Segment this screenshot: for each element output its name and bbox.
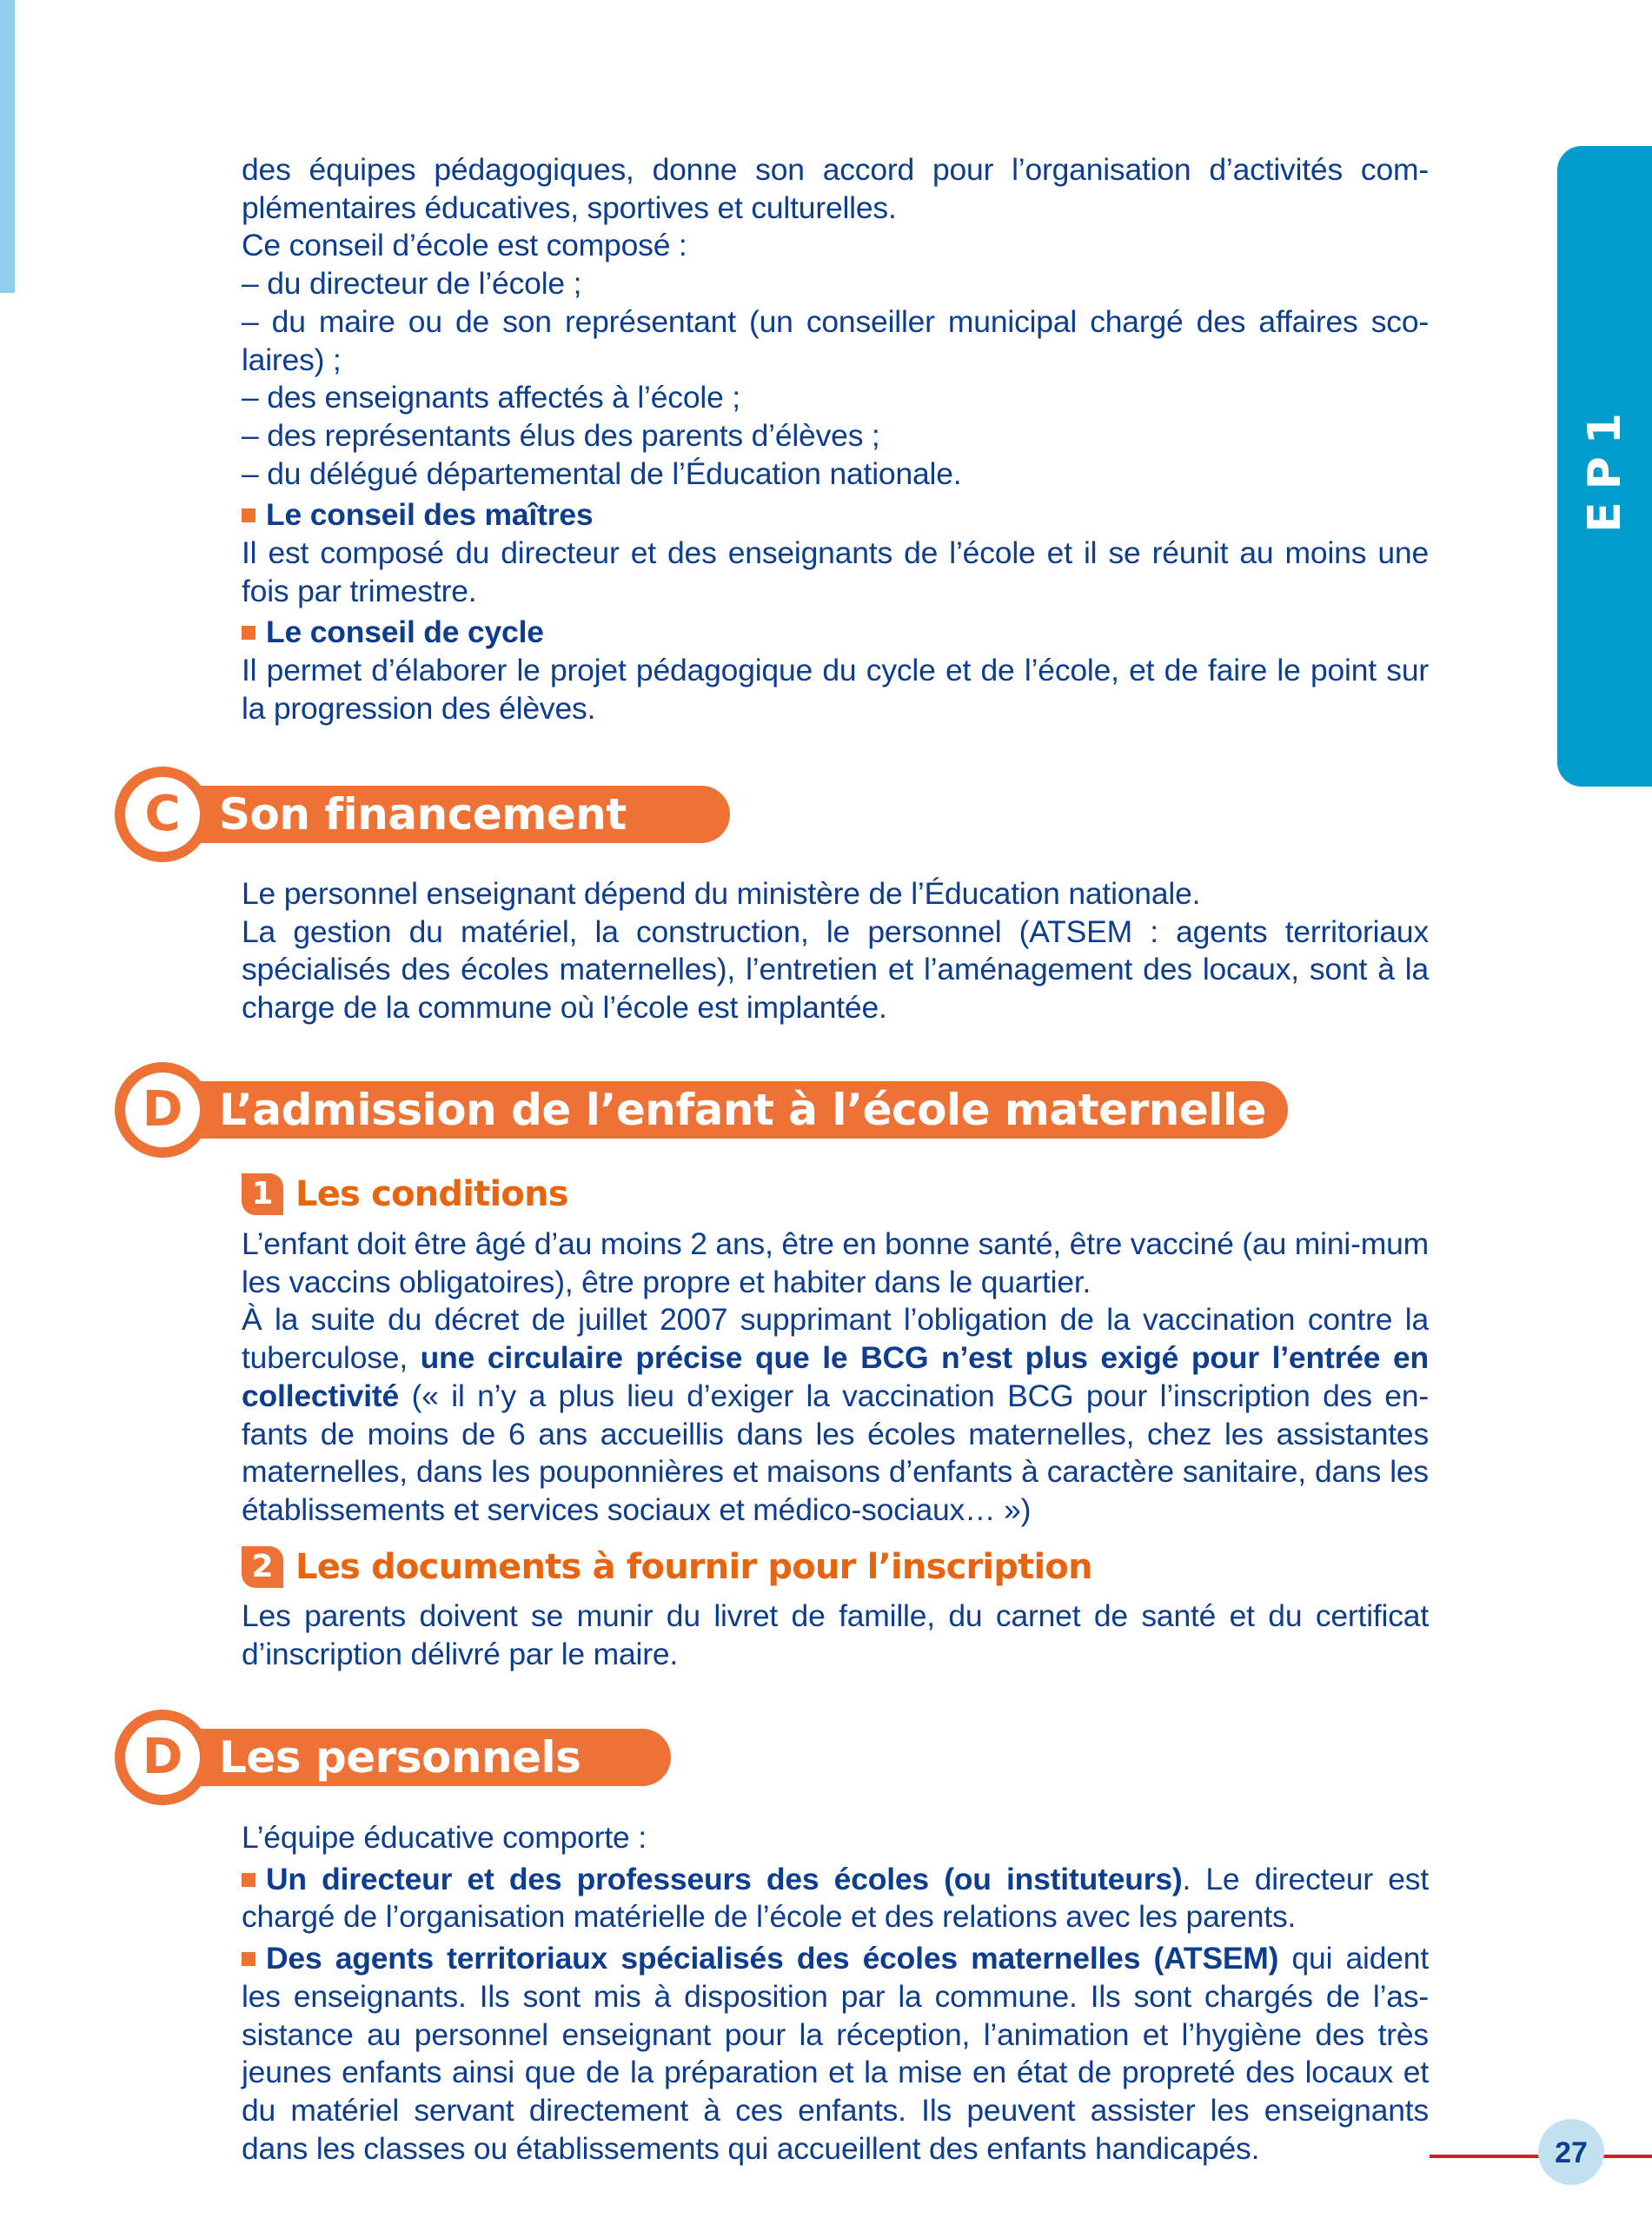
intro-line: – des enseignants affectés à l’école ; [242,380,740,415]
list-item: Un directeur et des professeurs des écoles (ou instituteurs). Le directeur est chargé de l’organisation matérielle de l’école et des relations avec les parents. [242,1861,1429,1935]
personnels-body [242,1819,1429,2168]
left-color-strip [0,0,15,293]
conseil-maitres-heading: Le conseil des maîtres [242,496,1429,535]
intro-line: Ce conseil d’école est composé : [242,228,687,263]
paragraph: L’équipe éducative comporte : [242,1820,647,1855]
section-title: L’admission de l’enfant à l’école maternelle [184,1081,1288,1139]
section-letter-badge: D [115,1062,210,1158]
bold-emphasis: une circulaire précise que le BCG n’est plus exigé pour l’entrée en collectivité [242,1340,1429,1413]
intro-block [242,151,1429,728]
paragraph: L’enfant doit être âgé d’au moins 2 ans, être en bonne santé, être vacciné (au mini-mum les vaccins obligatoires), être propre et habiter dans le quartier. [242,1226,1429,1299]
chapter-tab-label: EP1 [1578,400,1631,533]
section-title: Les personnels [184,1729,671,1786]
section-letter-badge: C [115,767,210,862]
subsection-heading-conditions [242,1172,568,1216]
subsection-number-badge: 1 [242,1173,283,1215]
chapter-tab [1557,146,1652,787]
conseil-cycle-heading: Le conseil de cycle [242,614,1429,652]
intro-line: des équipes pédagogiques, donne son accord pour l’organisation d’activités com-plémentaires éducatives, sportives et culturelles. [242,152,1429,225]
documents-body [242,1597,1429,1673]
paragraph: Le personnel enseignant dépend du ministère de l’Éducation nationale. [242,876,1201,911]
intro-line: – des représentants élus des parents d’élèves ; [242,417,880,453]
square-bullet-icon [242,1952,255,1966]
subsection-title: Les conditions [295,1174,568,1214]
section-letter-badge: D [115,1710,210,1805]
paragraph: À la suite du décret de juillet 2007 supprimant l’obligation de la vaccination contre la tuberculose, une circulaire précise que le BCG n’est plus exigé pour l’entrée en collectivité (« il n’y a plus lieu d’exiger la vaccination BCG pour l’inscription des en-fants de moins de 6 ans accueillis dans les écoles maternelles, chez les assistantes maternelles, dans les pouponnières et maisons d’enfants à caractère sanitaire, dans les établissements et services sociaux et médico-sociaux… ») [242,1302,1429,1527]
square-bullet-icon [242,508,255,522]
square-bullet-icon [242,626,255,640]
paragraph: La gestion du matériel, la construction, le personnel (ATSEM : agents territoriaux spécialisés des écoles maternelles), l’entretien et l’aménagement des locaux, sont à la charge de la commune où l’école est implantée. [242,913,1429,1026]
subsection-title: Les documents à fournir pour l’inscription [295,1547,1092,1587]
paragraph: Les parents doivent se munir du livret de famille, du carnet de santé et du certificat d’inscription délivré par le maire. [242,1598,1429,1671]
conditions-body [242,1225,1429,1530]
list-item: Des agents territoriaux spécialisés des écoles maternelles (ATSEM) qui aident les enseignants. Ils sont mis à disposition par la commune. Ils sont chargés de l’as-sistance au personnel enseignant pour la réception, l’animation et l’hygiène des très jeunes enfants ainsi que de la préparation et la mise en état de propreté des locaux et du matériel servant directement à ces enfants. Ils peuvent assister les enseignants dans les classes ou établissements qui accueillent des enfants handicapés. [242,1941,1430,2166]
conseil-cycle-text: Il permet d’élaborer le projet pédagogique du cycle et de l’école, et de faire le point sur la progression des élèves. [242,653,1429,726]
conseil-maitres-text: Il est composé du directeur et des enseignants de l’école et il se réunit au moins une fois par trimestre. [242,535,1429,608]
subsection-number-badge: 2 [242,1546,283,1588]
page-number: 27 [1555,2136,1588,2169]
intro-line: – du maire ou de son représentant (un conseiller municipal chargé des affaires sco-laires) ; [242,303,1429,377]
section-c-body [242,875,1429,1027]
section-title: Son financement [184,786,730,843]
intro-line: – du directeur de l’école ; [242,266,582,302]
subsection-heading-documents [242,1545,1092,1589]
square-bullet-icon [242,1873,255,1887]
intro-line: – du délégué départemental de l’Éducation nationale. [242,455,962,491]
